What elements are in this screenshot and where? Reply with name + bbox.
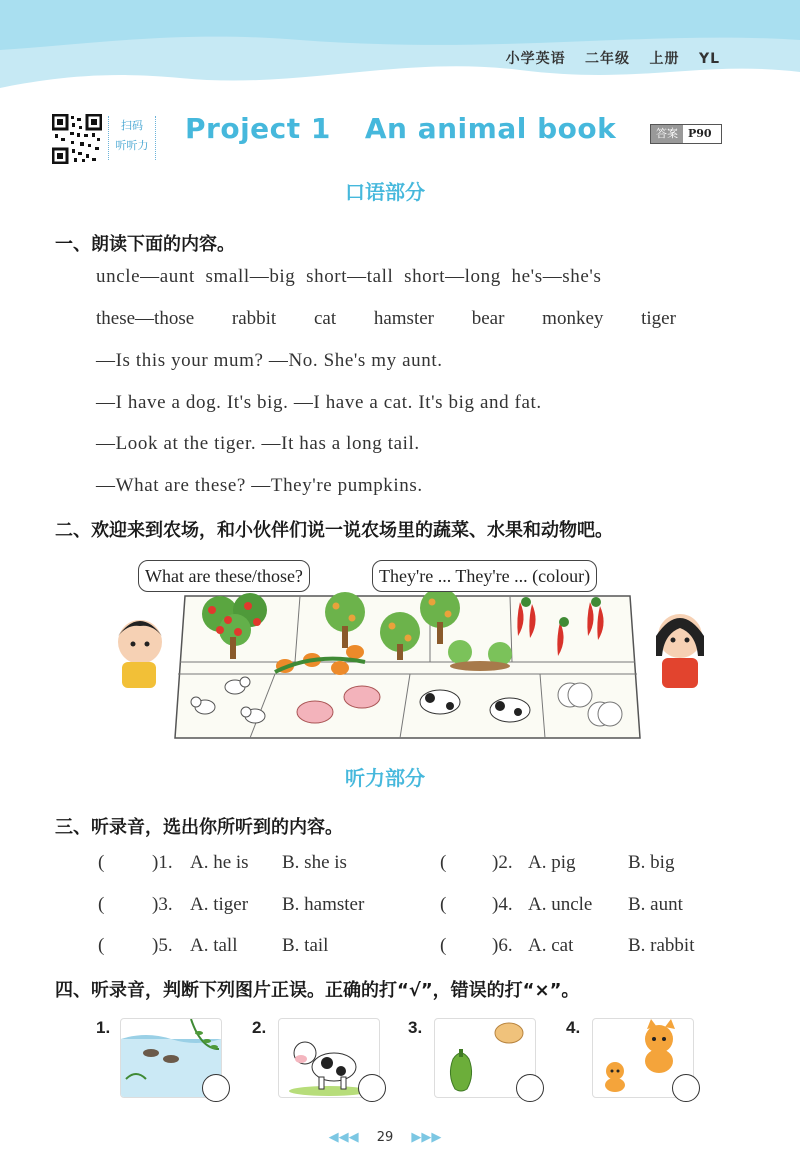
q1-row2 [96, 308, 676, 330]
option-b[interactable]: B. hamster [282, 894, 365, 915]
option-b[interactable]: B. big [628, 852, 675, 873]
q1-row1: uncle—aunt small—big short—tall short—long he's—she's [96, 266, 602, 287]
q4-num: 4. [566, 1018, 581, 1037]
boy-icon [118, 620, 162, 688]
word: cat [313, 308, 337, 329]
scan-label-1: 扫码 [121, 119, 143, 132]
speech-bubble-right: They're ... They're ... (colour) [372, 560, 597, 592]
q3-item-num: )1. [152, 852, 173, 873]
page-title [185, 112, 616, 145]
page-number: 29 [376, 1130, 394, 1145]
answer-paren[interactable]: ( [440, 935, 447, 956]
answer-page: P90 [688, 127, 712, 140]
speech-bubble-left: What are these/those? [138, 560, 310, 592]
answer-badge [650, 124, 722, 144]
answer-paren[interactable]: ( [440, 894, 447, 915]
dialogue-line: —Look at the tiger. —It has a long tail. [96, 433, 420, 454]
q3-item-num: )3. [152, 894, 173, 915]
answer-circle[interactable] [202, 1074, 230, 1102]
qr-code-icon[interactable] [52, 114, 102, 164]
option-a[interactable]: A. he is [190, 852, 249, 873]
answer-circle[interactable] [358, 1074, 386, 1102]
dialogue-line: —I have a dog. It's big. —I have a cat. It's big and fat. [96, 392, 542, 413]
option-b[interactable]: B. aunt [628, 894, 683, 915]
farm-illustration [100, 592, 720, 742]
option-a[interactable]: A. pig [528, 852, 576, 873]
breadcrumb [492, 48, 720, 68]
q3-title: 三、听录音，选出你所听到的内容。 [55, 817, 343, 838]
option-b[interactable]: B. tail [282, 935, 329, 956]
q3-item-num: )4. [492, 894, 513, 915]
answer-label: 答案 [651, 125, 683, 143]
answer-paren[interactable]: ( [440, 852, 447, 873]
option-a[interactable]: A. tiger [190, 894, 249, 915]
dialogue-line: —What are these? —They're pumpkins. [96, 475, 423, 496]
girl-icon [656, 614, 704, 688]
answer-paren[interactable]: ( [98, 935, 105, 956]
breadcrumb-grade: 二年级 [585, 51, 631, 67]
page-footer [0, 1130, 770, 1145]
option-a[interactable]: A. tall [190, 935, 238, 956]
section-listening: 听力部分 [345, 766, 425, 790]
option-a[interactable]: A. cat [528, 935, 574, 956]
answer-circle[interactable] [672, 1074, 700, 1102]
q1-title: 一、朗读下面的内容。 [55, 234, 235, 255]
word: monkey [542, 308, 604, 329]
q4-num: 3. [408, 1018, 423, 1037]
scan-label-2: 听听力 [115, 139, 149, 152]
word: rabbit [231, 308, 277, 329]
breadcrumb-volume: 上册 [649, 51, 680, 67]
q3-item-num: )6. [492, 935, 513, 956]
q3-item-num: )2. [492, 852, 513, 873]
next-arrows-icon[interactable]: ▶▶▶ [411, 1130, 442, 1145]
breadcrumb-subject: 小学英语 [505, 51, 566, 67]
dialogue-line: —Is this your mum? —No. She's my aunt. [96, 350, 443, 371]
q4-num: 2. [252, 1018, 267, 1037]
breadcrumb-edition: YL [698, 51, 720, 67]
q4-num: 1. [96, 1018, 111, 1037]
answer-circle[interactable] [516, 1074, 544, 1102]
option-a[interactable]: A. uncle [528, 894, 593, 915]
option-b[interactable]: B. rabbit [628, 935, 695, 956]
prev-arrows-icon[interactable]: ◀◀◀ [328, 1130, 359, 1145]
scan-listen-label [108, 116, 156, 160]
option-b[interactable]: B. she is [282, 852, 347, 873]
answer-paren[interactable]: ( [98, 852, 105, 873]
word: hamster [373, 308, 434, 329]
q2-title: 二、欢迎来到农场，和小伙伴们说一说农场里的蔬菜、水果和动物吧。 [55, 520, 613, 541]
word: tiger [641, 308, 676, 329]
word: bear [471, 308, 505, 329]
header-wave [0, 0, 800, 90]
word: these—those [96, 308, 195, 329]
project-name: An animal book [364, 112, 617, 145]
q4-title: 四、听录音，判断下列图片正误。正确的打“√”，错误的打“×”。 [55, 980, 580, 1001]
q3-item-num: )5. [152, 935, 173, 956]
section-oral: 口语部分 [345, 180, 425, 204]
project-number: Project 1 [185, 112, 331, 145]
answer-paren[interactable]: ( [98, 894, 105, 915]
